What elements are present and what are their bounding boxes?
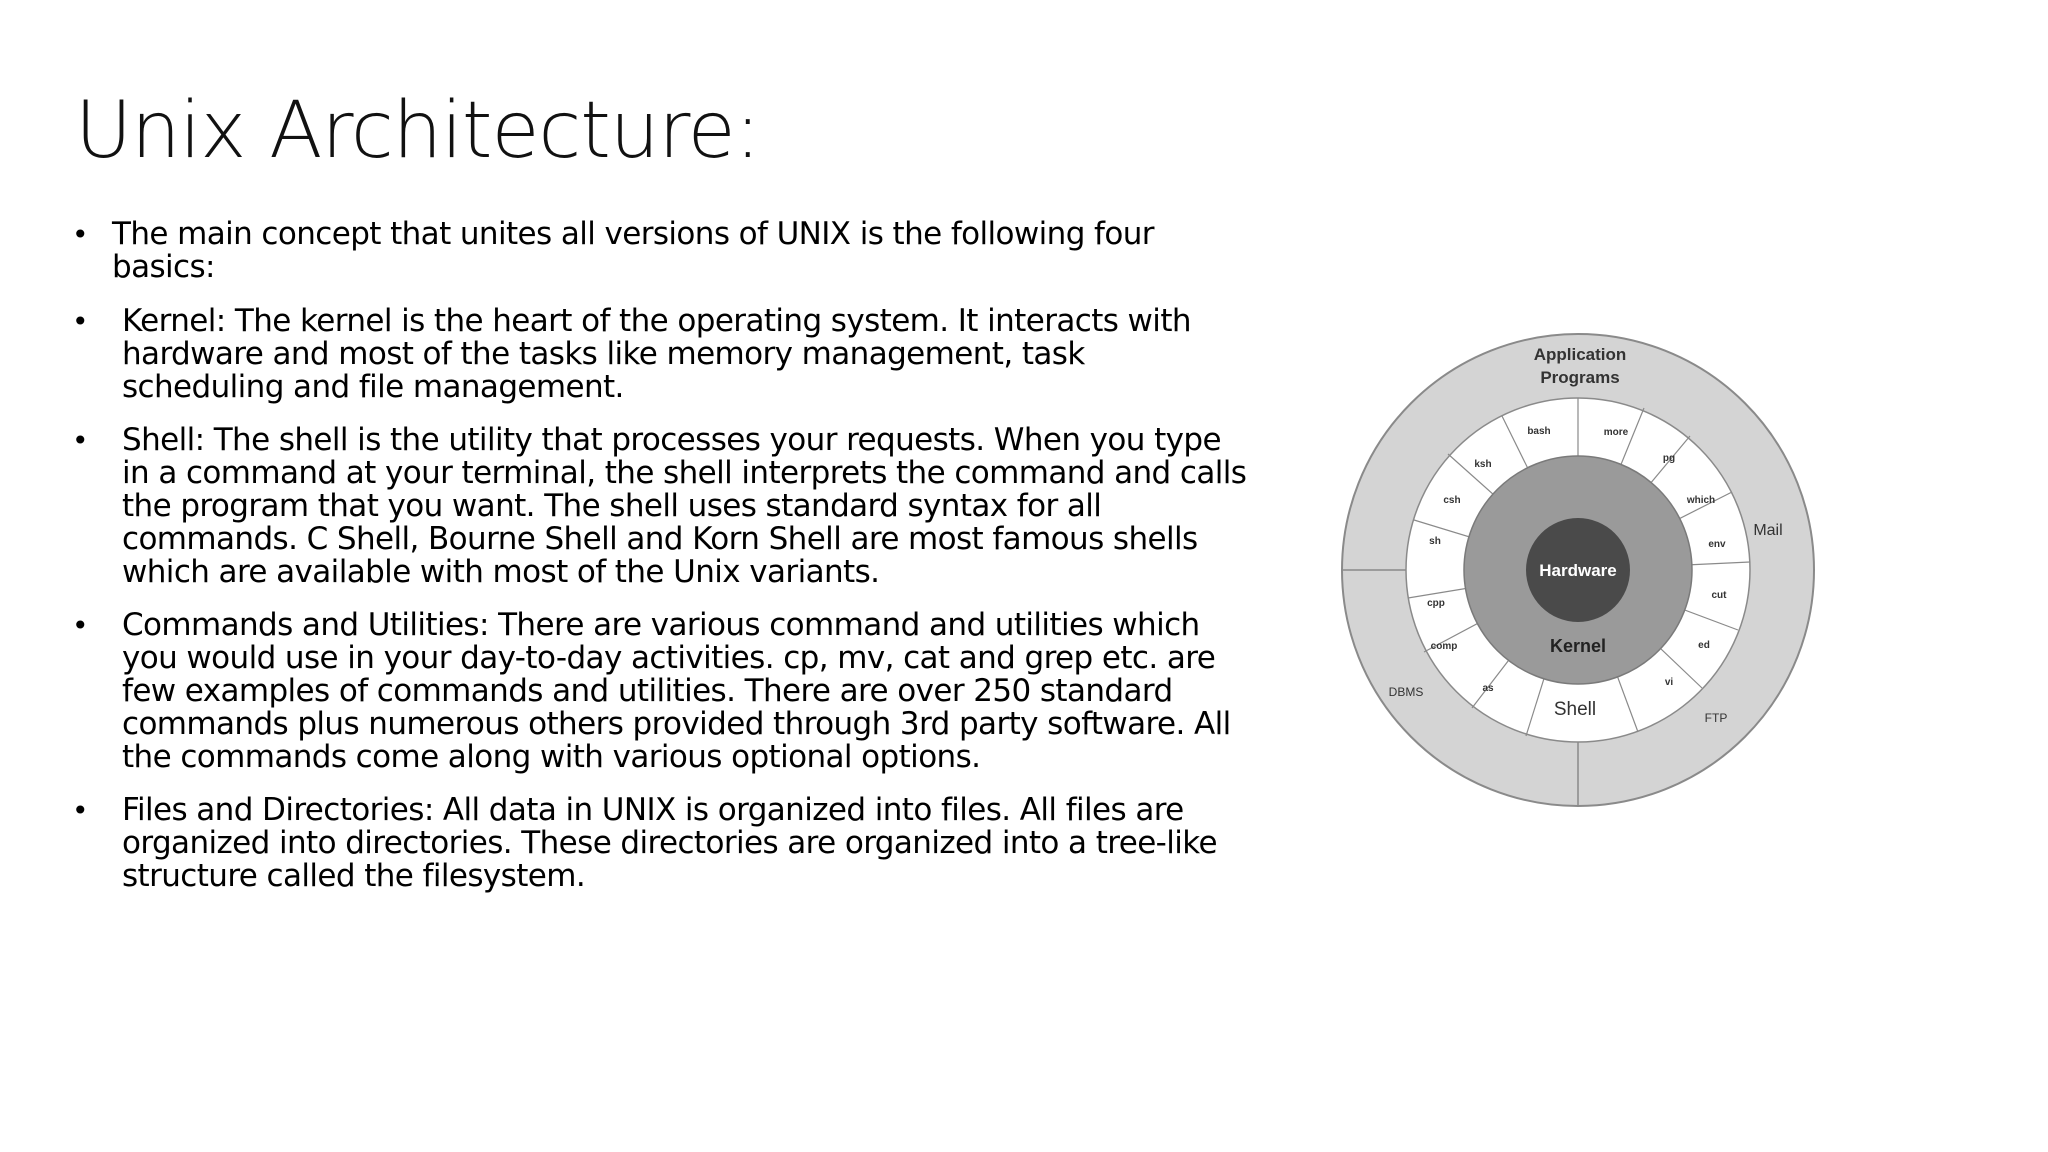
command-vi: vi [1664,677,1674,688]
dbms-label: DBMS [1388,685,1424,699]
slide-title: Unix Architecture: [75,86,760,176]
bullet-text: Files and Directories: All data in UNIX is organized into files. All files are organized into directories. These directories are organized into a tree-like structure called the filesystem. [122,792,1217,894]
bullet-intro [72,218,1252,284]
command-ed: ed [1698,640,1710,651]
command-ksh: ksh [1474,459,1492,470]
command-comp: comp [1430,641,1458,652]
command-cpp: cpp [1427,598,1445,609]
command-which: which [1686,495,1716,506]
hardware-label: Hardware [1539,561,1617,580]
ftp-label: FTP [1704,711,1728,725]
command-cut: cut [1711,590,1727,601]
command-sh: sh [1429,536,1441,547]
command-pg: pg [1662,453,1676,464]
bullet-marker: • [72,794,88,827]
bullet-marker: • [72,218,88,251]
kernel-label: Kernel [1549,636,1607,656]
bullet-kernel [72,305,1252,404]
application-programs-label-2: Programs [1540,368,1620,387]
command-bash: bash [1527,426,1551,437]
unix-architecture-diagram [1338,330,1818,810]
bullet-files-directories [72,794,1252,893]
bullet-list [72,218,1252,913]
bullet-marker: • [72,305,88,338]
command-as: as [1482,683,1494,694]
command-csh: csh [1443,495,1461,506]
bullet-shell [72,424,1252,589]
shell-label: Shell [1553,699,1597,720]
bullet-commands-utilities [72,609,1252,774]
command-env: env [1708,539,1726,550]
bullet-marker: • [72,609,88,642]
bullet-text: Kernel: The kernel is the heart of the operating system. It interacts with hardware and most of the tasks like memory management, task scheduling and file management. [122,303,1191,405]
mail-label: Mail [1753,522,1783,539]
application-programs-label-1: Application [1533,345,1627,364]
bullet-text: Shell: The shell is the utility that processes your requests. When you type in a command at your terminal, the shell interprets the command and calls the program that you want. The shell uses standard syntax for all commands. C Shell, Bourne Shell and Korn Shell are most famous shells which are available with most of the Unix variants. [122,422,1247,590]
bullet-text: The main concept that unites all versions of UNIX is the following four basics: [112,216,1154,285]
bullet-marker: • [72,424,88,457]
command-more: more [1603,427,1629,438]
bullet-text: Commands and Utilities: There are various command and utilities which you would use in your day-to-day activities. cp, mv, cat and grep etc. are few examples of commands and utilities. There are over 250 standard commands plus numerous others provided through 3rd party software. All the commands come along with various optional options. [122,607,1231,775]
